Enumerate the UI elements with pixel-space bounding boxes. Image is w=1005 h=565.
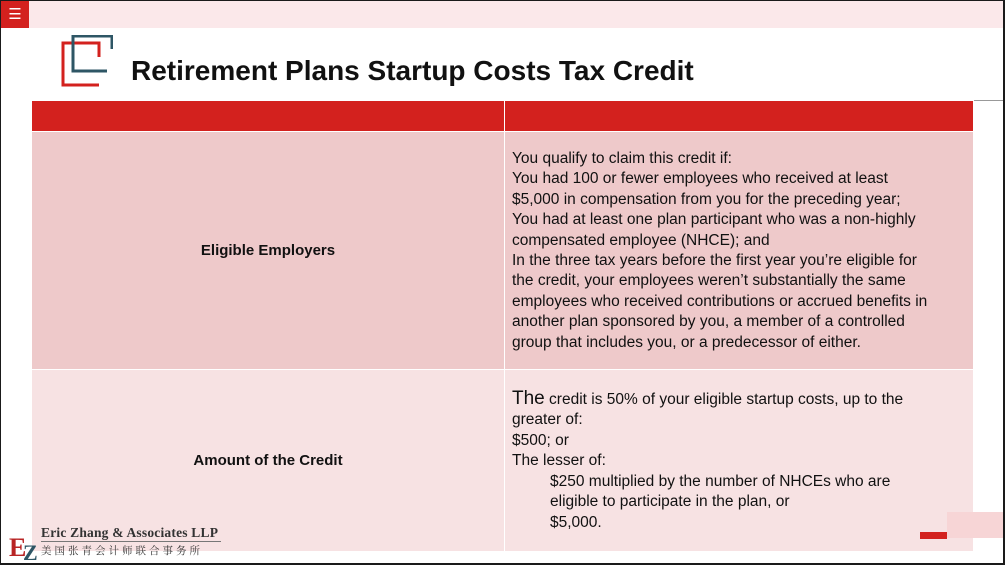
text-line: You had at least one plan participant who was a non-highly: [512, 211, 916, 229]
header-cell-right: [505, 101, 974, 132]
corner-decoration: [947, 512, 1003, 538]
row-label-eligible-employers: Eligible Employers: [32, 132, 505, 370]
text-line: You had 100 or fewer employees who received at least: [512, 170, 888, 188]
firm-name: Eric Zhang & Associates LLP: [41, 525, 219, 540]
text-line: The lesser of:: [512, 452, 606, 470]
text-line: greater of:: [512, 411, 583, 429]
eligible-employers-text: [505, 132, 974, 370]
footer-rule: [41, 541, 221, 542]
text-line: $500; or: [512, 431, 569, 449]
divider-line: [973, 100, 1003, 101]
tax-credit-table: [31, 100, 974, 552]
text-line: $5,000 in compensation from you for the preceding year;: [512, 190, 901, 208]
lead-text: credit is 50% of your eligible startup costs, up to the: [544, 391, 904, 409]
corner-accent: [920, 532, 947, 539]
hamburger-menu-icon[interactable]: ☰: [1, 1, 29, 28]
text-line: compensated employee (NHCE); and: [512, 231, 770, 249]
ez-logo-letters-z: Z: [23, 540, 38, 563]
header-cell-left: [32, 101, 505, 132]
slide-frame: [1, 1, 1003, 563]
text-line: [512, 389, 963, 410]
firm-name-chinese: 美国张青会计师联合事务所: [41, 545, 203, 557]
text-line: another plan sponsored by you, a member of a controlled: [512, 313, 905, 331]
lead-word: The: [512, 388, 545, 410]
indented-line: eligible to participate in the plan, or: [550, 493, 790, 511]
text-line: group that includes you, or a predecessor of either.: [512, 333, 861, 351]
firm-bracket-logo: [55, 35, 113, 93]
indented-line: $250 multiplied by the number of NHCEs who are: [550, 472, 891, 490]
text-line: the credit, your employees weren’t substantially the same: [512, 272, 906, 290]
text-line: You qualify to claim this credit if:: [512, 149, 732, 167]
ez-logo-letters: E: [9, 533, 27, 562]
text-line: In the three tax years before the first year you’re eligible for: [512, 252, 917, 269]
slide-title: Retirement Plans Startup Costs Tax Credit: [131, 55, 694, 86]
row-label-amount-of-credit: Amount of the Credit: [32, 370, 505, 552]
top-toolbar: [1, 1, 1003, 28]
table-header-row: [32, 101, 974, 132]
indented-line: $5,000.: [550, 513, 602, 531]
text-line: employees who received contributions or accrued benefits in: [512, 292, 928, 310]
table-row: [32, 132, 974, 370]
amount-of-credit-text: [505, 370, 974, 552]
